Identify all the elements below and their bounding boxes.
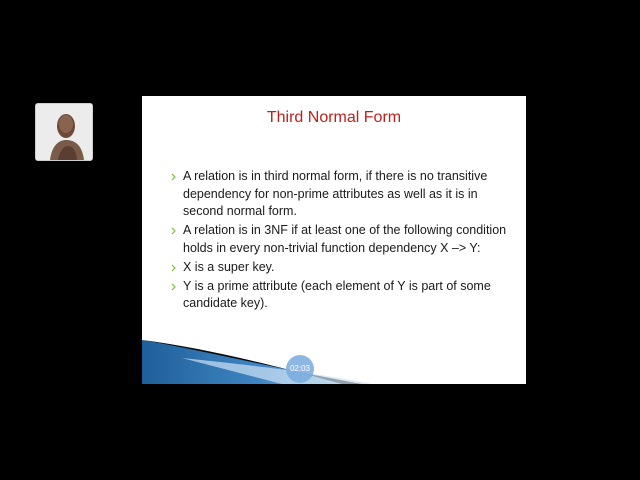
presentation-slide xyxy=(142,96,526,384)
bullet-text: A relation is in third normal form, if there is no transitive dependency for non-prime attributes as well as it is in second normal form. xyxy=(183,169,488,218)
presenter-webcam xyxy=(35,103,93,161)
bullet-text: A relation is in 3NF if at least one of the following condition holds in every non-trivial function dependency X –> Y: xyxy=(183,223,507,255)
slide-title: Third Normal Form xyxy=(266,109,402,126)
presenter-avatar-icon xyxy=(36,104,92,160)
bullet-text: X is a super key. xyxy=(183,259,275,274)
bullet-text: Y is a prime attribute (each element of Y is part of some candidate key). xyxy=(183,278,491,310)
slide-footer-wave xyxy=(142,96,526,384)
slide-timer: 02:03 xyxy=(286,355,314,383)
